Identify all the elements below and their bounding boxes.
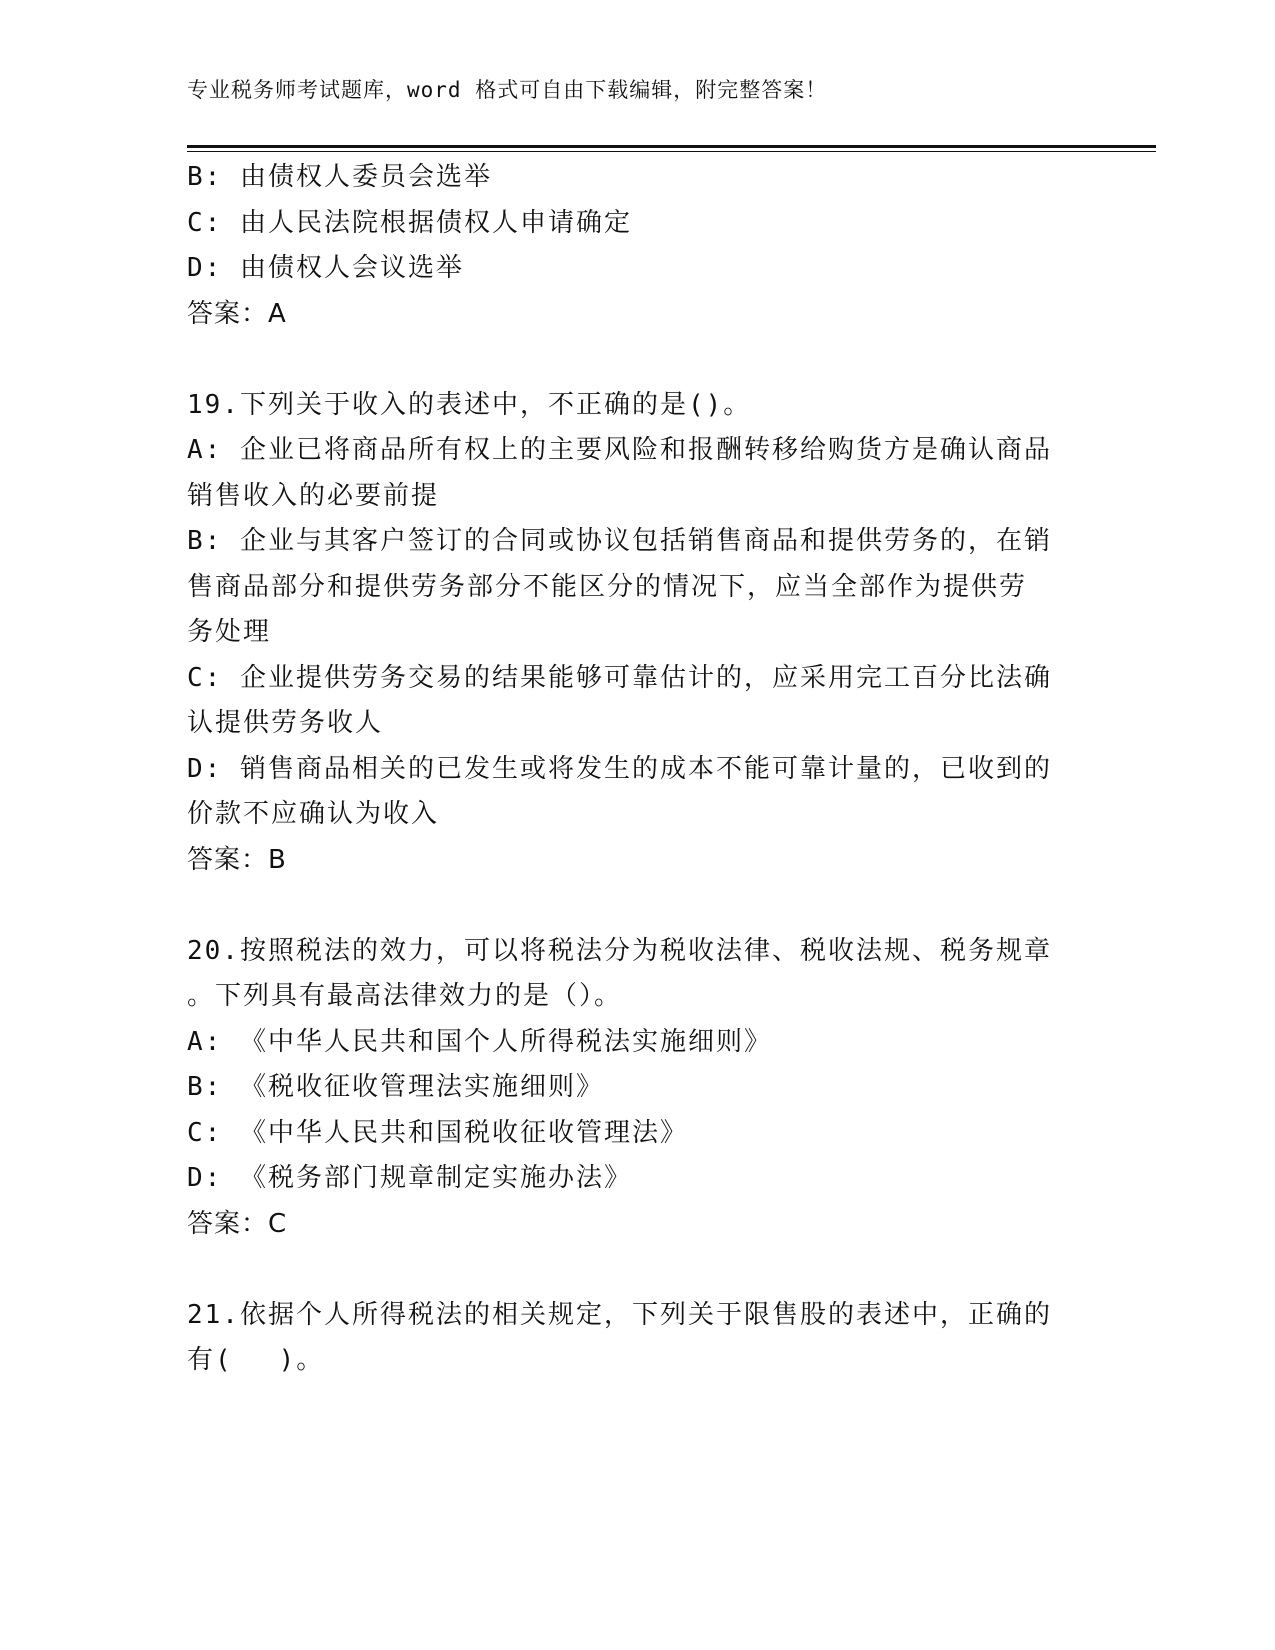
spacer (187, 1247, 1087, 1293)
q18-option-c: C: 由人民法院根据债权人申请确定 (187, 207, 632, 238)
q18-answer: 答案：A (187, 298, 287, 329)
q18-option-d: D: 由债权人会议选举 (187, 253, 464, 283)
q19-option-d-line2: 价款不应确认为收入 (187, 799, 440, 829)
document-body (187, 155, 1087, 1384)
q20-option-a: A: 《中华人民共和国个人所得税法实施细则》 (187, 1026, 772, 1057)
page-header: 专业税务师考试题库，word 格式可自由下载编辑，附完整答案！ (187, 78, 828, 102)
q19-option-b-line3: 务处理 (187, 617, 272, 647)
q20-option-b: B: 《税收征收管理法实施细则》 (187, 1072, 604, 1102)
q20-stem-line1: 20.按照税法的效力，可以将税法分为税收法律、税收法规、税务规章 (187, 935, 1052, 966)
q19-stem: 19.下列关于收入的表述中，不正确的是()。 (187, 389, 752, 420)
q21-stem-line1: 21.依据个人所得税法的相关规定，下列关于限售股的表述中，正确的 (187, 1299, 1052, 1330)
spacer (187, 337, 1087, 383)
q21-stem-start: 有( (187, 1345, 233, 1375)
q19-option-c-line1: C: 企业提供劳务交易的结果能够可靠估计的，应采用完工百分比法确 (187, 662, 1052, 693)
q20-answer: 答案：C (187, 1208, 288, 1239)
q20-stem-line2: 。下列具有最高法律效力的是（）。 (187, 981, 623, 1011)
header-divider (187, 145, 1156, 152)
q21-stem-end: )。 (278, 1345, 325, 1375)
spacer (187, 883, 1087, 929)
q20-option-d: D: 《税务部门规章制定实施办法》 (187, 1163, 632, 1193)
q19-option-b-line1: B: 企业与其客户签订的合同或协议包括销售商品和提供劳务的，在销 (187, 526, 1052, 556)
q18-option-b: B: 由债权人委员会选举 (187, 162, 492, 192)
q19-option-c-line2: 认提供劳务收人 (187, 708, 384, 738)
q19-option-a-line2: 销售收入的必要前提 (187, 480, 440, 511)
q19-answer: 答案：B (187, 844, 287, 875)
q20-option-c: C: 《中华人民共和国税收征收管理法》 (187, 1117, 688, 1148)
q21-stem-line2 (187, 1338, 1087, 1384)
q19-option-a-line1: A: 企业已将商品所有权上的主要风险和报酬转移给购货方是确认商品 (187, 435, 1052, 465)
q19-option-b-line2: 售商品部分和提供劳务部分不能区分的情况下，应当全部作为提供劳 (187, 571, 1028, 602)
q19-option-d-line1: D: 销售商品相关的已发生或将发生的成本不能可靠计量的，已收到的 (187, 753, 1052, 784)
